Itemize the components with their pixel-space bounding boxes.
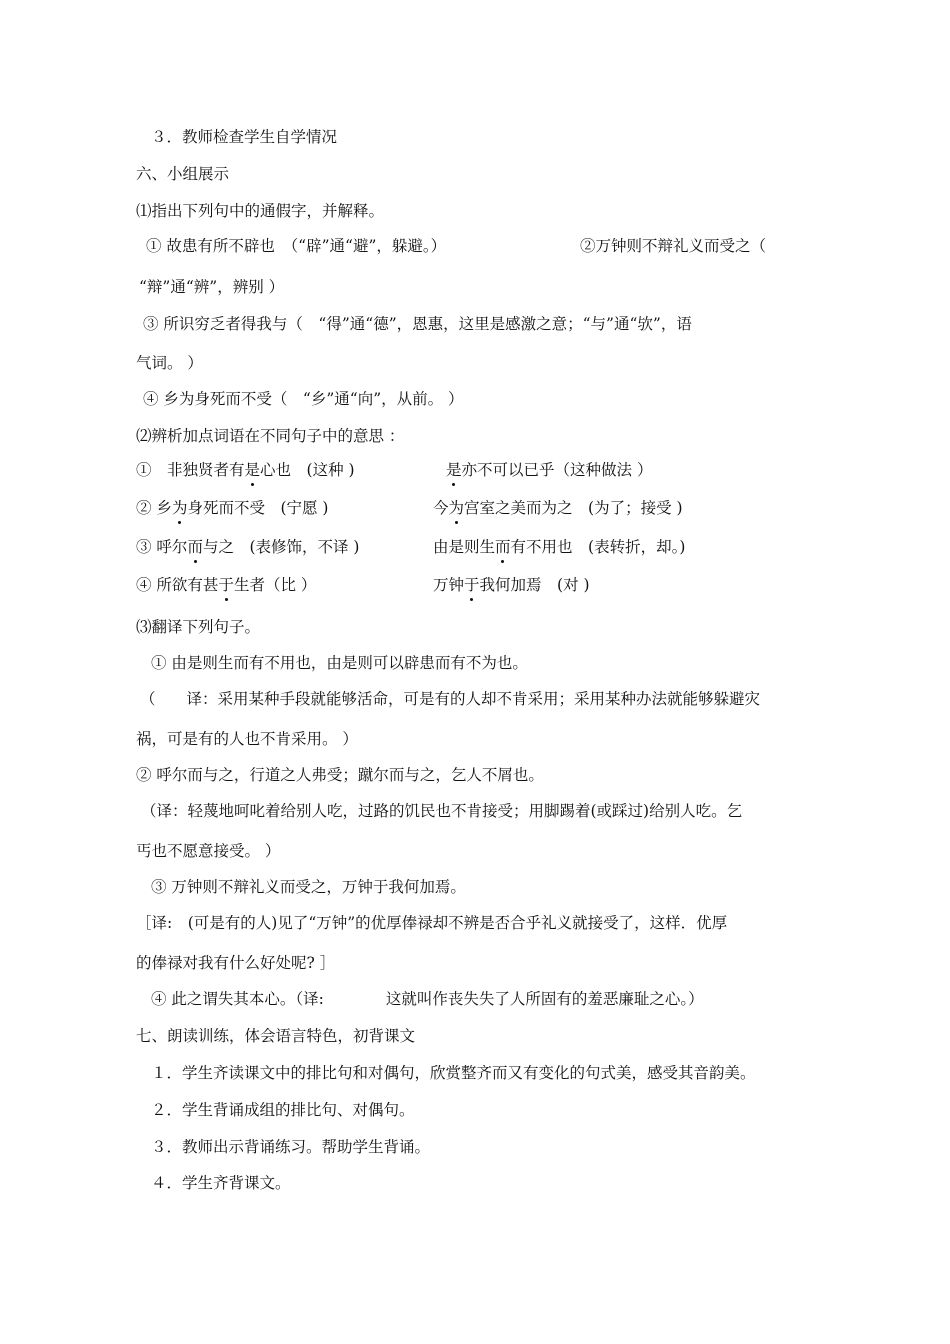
translate-answer-2-cont: 丐也不愿意接受。 ） <box>136 842 281 860</box>
dotted-word: 于 <box>218 576 234 594</box>
tongjiazi-item-3-cont: 气词。 ） <box>136 354 203 372</box>
word-pair-3-right: 由是则生而有不用也 (表转折，却。) <box>433 538 686 556</box>
translate-answer-2: （译：轻蔑地呵叱着给别人吃，过路的饥民也不肯接受；用脚踢着(或踩过)给别人吃。乞 <box>141 802 743 820</box>
task-tongjiazi-heading: ⑴指出下列句中的通假字，并解释。 <box>136 202 385 220</box>
translate-answer-3-cont: 的俸禄对我有什么好处呢? ］ <box>136 954 336 972</box>
task-word-meaning-heading: ⑵辨析加点词语在不同句子中的意思 ： <box>136 427 405 445</box>
word-pair-1-right: 是亦不可以已乎（这种做法 ） <box>446 461 653 479</box>
tongjiazi-item-2-cont: “辩”通“辨”，辨别 ） <box>139 278 285 296</box>
tongjiazi-item-1: ① 故患有所不辟也 （“辟”通“避”，躲避。） <box>146 237 447 255</box>
word-pair-2-right: 今为宫室之美而为之 (为了；接受 ) <box>433 499 683 517</box>
word-pair-4-left: ④ 所欲有甚于生者（比 ） <box>136 576 317 594</box>
dotted-word: 而 <box>187 538 203 556</box>
translate-item-2: ② 呼尔而与之，行道之人弗受；蹴尔而与之，乞人不屑也。 <box>136 766 544 784</box>
word-pair-4-right: 万钟于我何加焉 (对 ) <box>433 576 590 594</box>
word-pair-2-left: ② 乡为身死而不受 (宁愿 ) <box>136 499 329 517</box>
dotted-word: 于 <box>464 576 480 594</box>
item-teacher-check: ３．教师检查学生自学情况 <box>151 128 338 146</box>
dotted-word: 为 <box>171 499 188 517</box>
task-translate-heading: ⑶翻译下列句子。 <box>136 618 261 636</box>
tongjiazi-item-3: ③ 所识穷乏者得我与（ “得”通“德”，恩惠，这里是感激之意；“与”通“欤”，语 <box>143 315 692 333</box>
translate-answer-3: ［译: (可是有的人)见了“万钟”的优厚俸禄却不辨是否合乎礼义就接受了，这样．优厚 <box>136 914 728 932</box>
reading-item-4: ４．学生齐背课文。 <box>151 1174 291 1192</box>
translate-item-1: ① 由是则生而有不用也，由是则可以辟患而有不为也。 <box>151 654 528 672</box>
translate-item-4: ④ 此之谓失其本心。（译: 这就叫作丧失失了人所固有的羞恶廉耻之心。） <box>151 990 704 1008</box>
word-pair-1-left: ① 非独贤者有是心也 (这种 ) <box>136 461 355 479</box>
dotted-word: 是 <box>446 461 462 479</box>
tongjiazi-item-2: ②万钟则不辩礼义而受之（ <box>580 237 767 255</box>
tongjiazi-item-4: ④ 乡为身死而不受（ “乡”通“向”，从前。 ） <box>143 390 464 408</box>
translate-item-3: ③ 万钟则不辩礼义而受之，万钟于我何加焉。 <box>151 878 466 896</box>
section-heading-reading: 七、朗读训练，体会语言特色，初背课文 <box>136 1027 416 1045</box>
dotted-word: 是 <box>244 461 261 479</box>
reading-item-1: １．学生齐读课文中的排比句和对偶句，欣赏整齐而又有变化的句式美，感受其音韵美。 <box>151 1064 756 1082</box>
section-heading-group-show: 六、小组展示 <box>136 165 230 183</box>
word-pair-3-left: ③ 呼尔而与之 (表修饰，不译 ) <box>136 538 360 556</box>
translate-answer-1: （ 译：采用某种手段就能够活命，可是有的人却不肯采用；采用某种办法就能够躲避灾 <box>140 690 761 708</box>
dotted-word: 而 <box>495 538 511 556</box>
reading-item-3: ３．教师出示背诵练习。帮助学生背诵。 <box>151 1138 431 1156</box>
dotted-word: 为 <box>448 499 465 517</box>
reading-item-2: ２．学生背诵成组的排比句、对偶句。 <box>151 1101 415 1119</box>
translate-answer-1-cont: 祸，可是有的人也不肯采用。 ） <box>136 730 358 748</box>
